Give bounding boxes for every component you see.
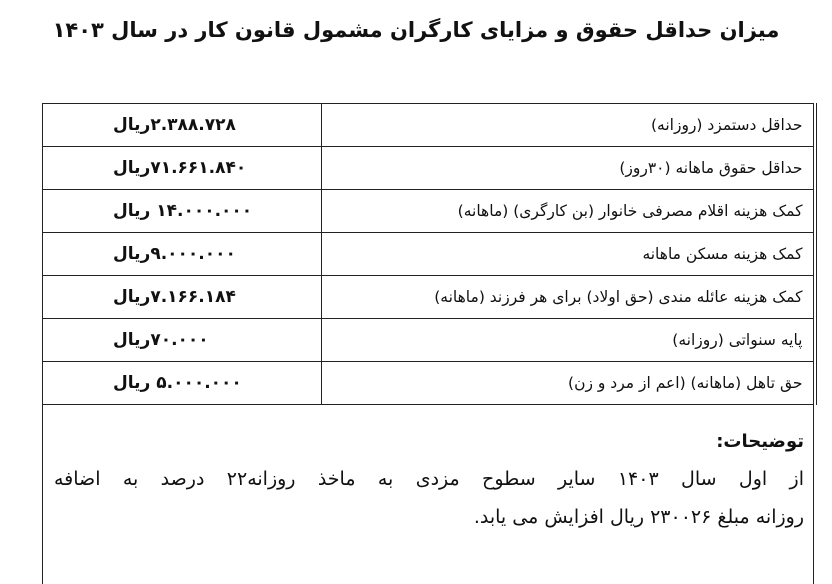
wage-table (42, 103, 817, 405)
notes-section (42, 421, 814, 584)
row-value: ۵.۰۰۰.۰۰۰ ریال (43, 362, 322, 405)
row-label: کمک هزینه عائله مندی (حق اولاد) برای هر فرزند (ماهانه) (322, 276, 815, 319)
table-row (43, 190, 815, 233)
table-row (43, 104, 815, 147)
row-label: حق تاهل (ماهانه) (اعم از مرد و زن) (322, 362, 815, 405)
row-value: ۱۴.۰۰۰.۰۰۰ ریال (43, 190, 322, 233)
row-label: حداقل حقوق ماهانه (۳۰روز) (322, 147, 815, 190)
row-label: کمک هزینه اقلام مصرفی خانوار (بن کارگری) (ماهانه) (322, 190, 815, 233)
row-label: حداقل دستمزد (روزانه) (322, 104, 815, 147)
table-row (43, 233, 815, 276)
row-value: ۷.۱۶۶.۱۸۴ریال (43, 276, 322, 319)
table-row (43, 276, 815, 319)
notes-line-1: از اول سال ۱۴۰۳ سایر سطوح مزدی به ماخذ روزانه۲۲ درصد به اضافه (54, 468, 804, 490)
row-value: ۹.۰۰۰.۰۰۰ریال (43, 233, 322, 276)
page-title: میزان حداقل حقوق و مزایای کارگران مشمول قانون کار در سال ۱۴۰۳ (52, 18, 780, 42)
row-label: کمک هزینه مسکن ماهانه (322, 233, 815, 276)
row-value: ۲.۳۸۸.۷۲۸ریال (43, 104, 322, 147)
row-value: ۷۰.۰۰۰ریال (43, 319, 322, 362)
row-value: ۷۱.۶۶۱.۸۴۰ریال (43, 147, 322, 190)
table-row (43, 319, 815, 362)
row-label: پایه سنواتی (روزانه) (322, 319, 815, 362)
notes-line-2: روزانه مبلغ ۲۳۰۰۲۶ ریال افزایش می یابد. (473, 506, 804, 528)
table-row (43, 147, 815, 190)
notes-heading: توضیحات: (716, 431, 804, 452)
table-row (43, 362, 815, 405)
